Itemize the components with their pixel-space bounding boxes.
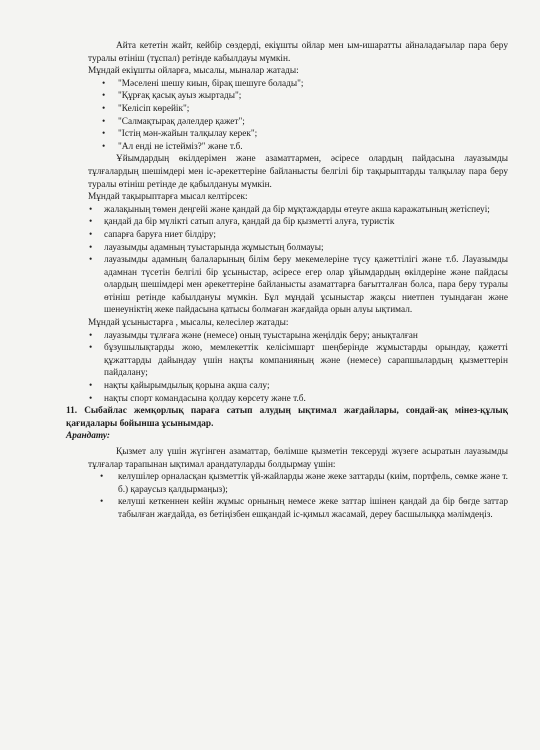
list-item: • "Істің мән-жайын талқылау керек"; [88, 128, 508, 141]
list-item: • "Салмақтырақ дәлелдер қажет"; [88, 116, 508, 129]
list-item: • жалақының төмен деңгейі және қандай да бір мұқтаждарды өтеуге акша каражатының жетіспеуі; [88, 204, 508, 217]
list-item: • "Мәселені шешу киын, бірақ шешуге болады"; [88, 78, 508, 91]
ambiguous-phrases-list [88, 78, 508, 154]
paragraph-examples-lead: Мұндай екіұшты ойларға, мысалы, мыналар жатады: [88, 66, 299, 77]
paragraph-offers-lead: Мұндай ұсыныстарға , мысалы, келесілер жатады: [88, 318, 289, 329]
section-heading: 11. Сыбайлас жемқорлық параға сатып алудың ықтимал жағдайлары, сондай-ақ мінез-құлық қағидалары бойынша ұсынымдар. [66, 406, 508, 429]
list-item: • лауазымды адамның балаларының білім беру мекемелеріне түсу қажеттілігі және т.б. Лауазымды адамнан түсетін белгілі бір ұсыныстар, әсіресе егер олар ұйымдардың өкілдеріне және пайдасы олардың шешімдері мен әрекеттеріне байланысты азаматтарға бағытталған болса, пара беру туралы өтініш ретінде кабылдануы мүмкін. Бұл мұндай ұсыныстар жақсы ниетпен туындаған және шенеуніктің жеке пайдасына қатысы болмаған жағдайда орын алуы ықтимал. [88, 254, 508, 317]
paragraph-topics: Ұйымдардың өкілдерімен және азаматтармен, әсіресе олардың пайдасына лауазымды тұлғалардың шешімдері мен іс-әрекеттеріне байланысты белгілі бір тақырыптарды талқылау пара беру туралы өтініш ретінде де қабылдануы мүмкін. [88, 154, 508, 190]
list-item: • "Келісіп көрейік"; [88, 103, 508, 116]
list-item: • қандай да бір мүлікті сатып алуға, қандай да бір қызметті алуға, туристік [88, 216, 508, 229]
list-item: • келуші кеткеннен кейін жұмыс орнының немесе жеке заттар ішінен қандай да бір бөгде заттар табылған жағдайда, өз бетіңізбен ешқандай іс-қимыл жасамай, дереу басшылыққа мәлімдеңіз. [88, 496, 508, 521]
document-page [66, 40, 508, 522]
list-item: • сапарға баруға ниет білдіру; [88, 229, 508, 242]
paragraph-topics-lead: Мұндай тақырыптарға мысал келтірсек: [88, 192, 248, 203]
list-item: • бұзушылықтарды жою, мемлекеттік келісімшарт шеңберінде жұмыстарды орындау, қажетті құжаттарды дайындау үшін нақты компанияның және (немесе) сарапшылардың қызметтерін пайдалану; [88, 342, 508, 380]
list-item: • келушілер орналасқан қызметтік үй-жайларды және жеке заттарды (киім, портфель, сөмке және т. б.) қараусыз қалдырмаңыз); [88, 471, 508, 496]
list-item: • лауазымды адамның туыстарында жұмыстың болмауы; [88, 242, 508, 255]
list-item: • "Ал енді не істейміз?" және т.б. [88, 141, 508, 154]
section-subheading: Арандату: [66, 431, 111, 442]
paragraph-provocation: Қызмет алу үшін жүгінген азаматтар, бөлімше қызметін тексеруді жүзеге асыратын лауазымды тұлғалар тарапынан ықтимал арандатуларды болдырмау үшін: [88, 447, 508, 470]
list-item: • лауазымды тұлғаға және (немесе) оның туыстарына жеңілдік беру; анықталған [88, 330, 508, 343]
topics-list [88, 204, 508, 317]
offers-list [88, 330, 508, 406]
list-item: • "Құрғақ қасық ауыз жыртады"; [88, 90, 508, 103]
list-item: • нақты қайырымдылық қорына ақша салу; [88, 380, 508, 393]
list-item: • нақты спорт командасына қолдау көрсету және т.б. [88, 393, 508, 406]
recommendations-list [88, 471, 508, 521]
paragraph-intro: Айта кететін жайт, кейбір сөздерді, екіұшты ойлар мен ым-ишаратты айналадағылар пара беру туралы өтініш (тұспал) ретінде кабылдауы мүмкін. [88, 41, 508, 64]
